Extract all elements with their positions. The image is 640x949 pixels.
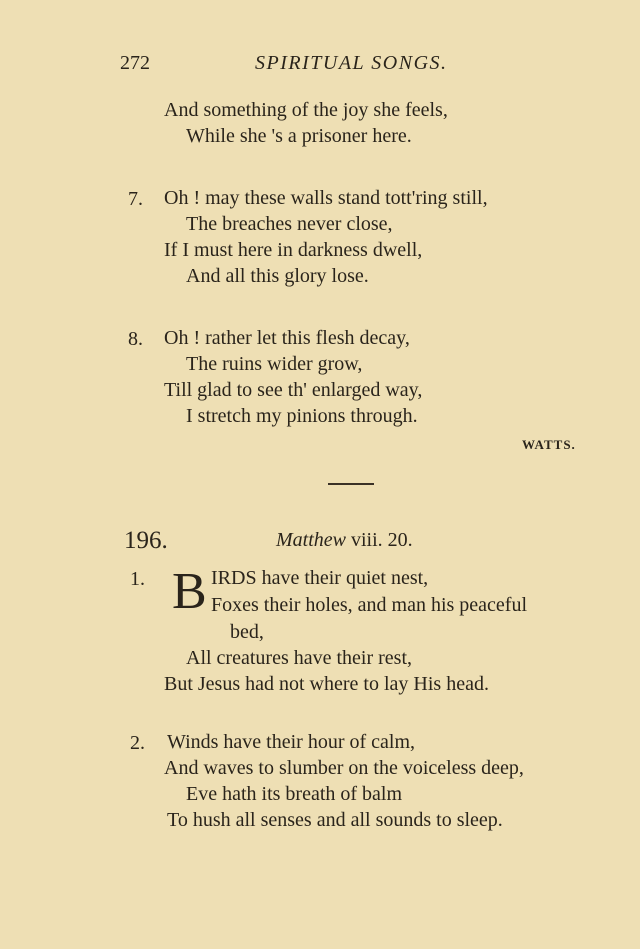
section-divider — [328, 483, 374, 485]
verse-line: The ruins wider grow, — [186, 353, 363, 375]
stanza-number: 8. — [128, 328, 143, 350]
scripture-reference — [276, 529, 413, 552]
stanza-number: 1. — [130, 568, 145, 590]
hymn-number: 196. — [124, 527, 168, 554]
scripture-book: Matthew — [276, 529, 346, 551]
verse-line: IRDS have their quiet nest, — [211, 567, 429, 589]
verse-line: Oh ! rather let this flesh decay, — [164, 327, 410, 349]
page-number: 272 — [120, 52, 150, 74]
verse-line: bed, — [230, 621, 264, 643]
verse-line: To hush all senses and all sounds to sleep. — [167, 809, 503, 831]
drop-cap: B — [172, 563, 207, 620]
verse-line: And something of the joy she feels, — [164, 99, 448, 121]
verse-line: I stretch my pinions through. — [186, 405, 418, 427]
verse-line: Eve hath its breath of balm — [186, 783, 403, 805]
verse-line: And waves to slumber on the voiceless deep, — [164, 757, 524, 779]
stanza-number: 2. — [130, 732, 145, 754]
verse-line: All creatures have their rest, — [186, 647, 413, 669]
verse-line: Foxes their holes, and man his peaceful — [211, 594, 528, 616]
verse-line: Till glad to see th' enlarged way, — [164, 379, 423, 401]
verse-line: Oh ! may these walls stand tott'ring still, — [164, 187, 488, 209]
verse-line: But Jesus had not where to lay His head. — [164, 673, 489, 695]
verse-line: The breaches never close, — [186, 213, 393, 235]
verse-line: And all this glory lose. — [186, 265, 369, 287]
verse-line: While she 's a prisoner here. — [186, 125, 412, 147]
verse-line: If I must here in darkness dwell, — [164, 239, 423, 261]
scripture-chapter-verse: viii. 20. — [351, 529, 413, 551]
stanza-number: 7. — [128, 188, 143, 210]
running-title: SPIRITUAL SONGS. — [255, 52, 448, 74]
verse-line: Winds have their hour of calm, — [167, 731, 416, 753]
attribution: WATTS. — [522, 437, 576, 452]
